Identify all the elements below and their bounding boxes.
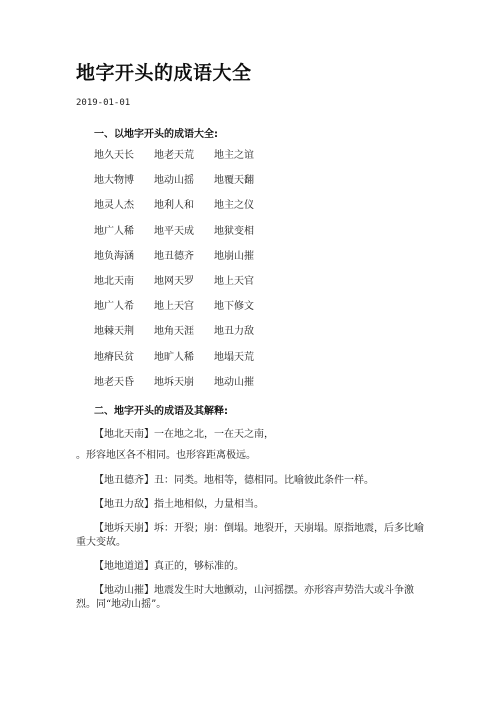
document-date: 2019-01-01 (76, 98, 131, 108)
idiom-item: 地上天宫 (154, 301, 194, 313)
section1-heading: 一、以地字开头的成语大全: (94, 129, 218, 140)
idiom-item: 地狱变相 (214, 225, 254, 237)
idiom-item: 地动山摧 (214, 376, 254, 388)
idiom-item: 地广人希 (94, 301, 134, 313)
idiom-item: 地利人和 (154, 200, 194, 212)
idiom-item: 地丑力敌 (214, 326, 254, 338)
idiom-item: 地主之谊 (214, 150, 254, 161)
idiom-item: 地丑德齐 (154, 250, 194, 262)
idiom-grid (94, 150, 274, 402)
idiom-item: 地老天荒 (154, 150, 194, 161)
idiom-item: 地坼天崩 (154, 376, 194, 388)
idiom-item: 地动山摇 (154, 175, 194, 187)
idiom-item: 地网天罗 (154, 275, 194, 287)
definition-entry: 【地地道道】真正的，够标准的。 (94, 561, 244, 572)
definition-entry: 。形容地区各不相同。也形容距离极远。 (76, 450, 256, 461)
idiom-item: 地负海涵 (94, 250, 134, 262)
idiom-item: 地覆天翻 (214, 175, 254, 187)
idiom-item: 地角天涯 (154, 326, 194, 338)
definition-entry: 【地动山摧】地震发生时大地颤动，山河摇摆。亦形容声势浩大或斗争激烈。同“地动山摇”。 (76, 585, 414, 610)
idiom-item: 地塌天荒 (214, 351, 254, 363)
idiom-item: 地棘天荆 (94, 326, 134, 338)
idiom-item: 地北天南 (94, 275, 134, 287)
idiom-item: 地旷人稀 (154, 351, 194, 363)
definition-entry: 【地丑力敌】指土地相似，力量相当。 (94, 499, 264, 510)
page-title: 地字开头的成语大全 (76, 62, 252, 84)
idiom-item: 地下修文 (214, 301, 254, 313)
idiom-item: 地平天成 (154, 225, 194, 237)
definition-entry: 【地北天南】一在地之北，一在天之南， (94, 429, 274, 440)
idiom-item: 地主之仪 (214, 200, 254, 212)
idiom-item: 地大物博 (94, 175, 134, 187)
definition-entry: 【地丑德齐】丑：同类。地相等，德相同。比喻彼此条件一样。 (94, 475, 374, 486)
idiom-item: 地崩山摧 (214, 250, 254, 262)
idiom-item: 地老天昏 (94, 376, 134, 388)
idiom-item: 地广人稀 (94, 225, 134, 237)
idiom-item: 地上天官 (214, 275, 254, 287)
definition-entry: 【地坼天崩】坼：开裂；崩：倒塌。地裂开，天崩塌。原指地震，后多比喻重大变故。 (76, 523, 424, 548)
section2-heading: 二、地字开头的成语及其解释: (94, 406, 228, 417)
idiom-item: 地久天长 (94, 150, 134, 161)
idiom-item: 地灵人杰 (94, 200, 134, 212)
idiom-item: 地瘠民贫 (94, 351, 134, 363)
